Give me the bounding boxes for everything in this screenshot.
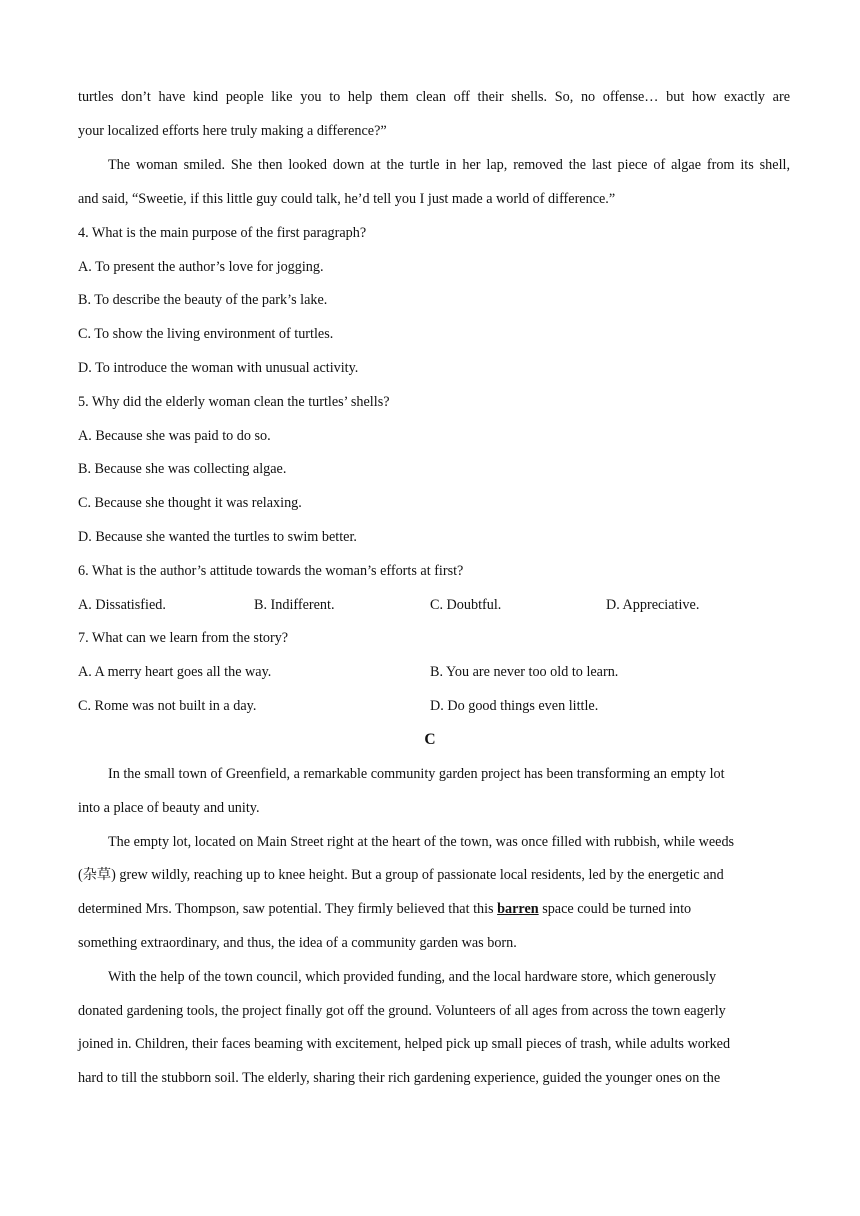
answer-option: D. Because she wanted the turtles to swim better. — [78, 529, 357, 545]
passage-line: and said, “Sweetie, if this little guy could talk, he’d tell you I just made a world of difference.” — [78, 191, 616, 207]
question-stem: 5. Why did the elderly woman clean the turtles’ shells? — [78, 394, 390, 410]
answer-option: B. Because she was collecting algae. — [78, 461, 287, 477]
answer-option: A. A merry heart goes all the way. — [78, 664, 272, 680]
answer-option: A. To present the author’s love for jogging. — [78, 259, 324, 275]
passage-text: space could be turned into — [542, 901, 692, 917]
answer-option: A. Dissatisfied. — [78, 597, 166, 613]
passage-line: your localized efforts here truly making a difference?” — [78, 123, 387, 139]
passage-line: into a place of beauty and unity. — [78, 800, 260, 816]
passage-line: donated gardening tools, the project finally got off the ground. Volunteers of all ages from across the town eagerly — [78, 1003, 726, 1019]
passage-line: With the help of the town council, which provided funding, and the local hardware store, which generously — [108, 969, 717, 985]
answer-option: D. To introduce the woman with unusual activity. — [78, 360, 359, 376]
question-stem: 4. What is the main purpose of the first paragraph? — [78, 225, 367, 241]
passage-line: turtles don’t have kind people like you to help them clean off their shells. So, no offense… but how exactly are — [78, 89, 790, 105]
passage-text: determined Mrs. Thompson, saw potential. They firmly believed that this — [78, 901, 494, 917]
passage-line — [78, 899, 790, 919]
passage-line: something extraordinary, and thus, the idea of a community garden was born. — [78, 935, 517, 951]
answer-option: B. To describe the beauty of the park’s lake. — [78, 292, 328, 308]
section-heading: C — [424, 731, 436, 748]
passage-line: The woman smiled. She then looked down at the turtle in her lap, removed the last piece of algae from its shell, — [108, 157, 790, 173]
passage-line: (杂草) grew wildly, reaching up to knee height. But a group of passionate local residents, led by the energetic and — [78, 867, 724, 883]
answer-option: C. Doubtful. — [430, 597, 502, 613]
question-stem: 7. What can we learn from the story? — [78, 630, 289, 646]
passage-line: hard to till the stubborn soil. The elderly, sharing their rich gardening experience, guided the younger ones on the — [78, 1070, 721, 1086]
answer-option: C. Because she thought it was relaxing. — [78, 495, 302, 511]
answer-option: B. Indifferent. — [254, 597, 335, 613]
answer-option: D. Appreciative. — [606, 597, 700, 613]
underlined-word: barren — [497, 901, 539, 917]
answer-option: D. Do good things even little. — [430, 698, 599, 714]
answer-option: B. You are never too old to learn. — [430, 664, 619, 680]
answer-option: C. Rome was not built in a day. — [78, 698, 257, 714]
passage-line: joined in. Children, their faces beaming with excitement, helped pick up small pieces of trash, while adults worked — [78, 1036, 731, 1052]
passage-line: The empty lot, located on Main Street right at the heart of the town, was once filled with rubbish, while weeds — [108, 834, 735, 850]
answer-option: C. To show the living environment of turtles. — [78, 326, 334, 342]
answer-option: A. Because she was paid to do so. — [78, 428, 271, 444]
passage-line: In the small town of Greenfield, a remarkable community garden project has been transforming an empty lot — [108, 766, 725, 782]
question-stem: 6. What is the author’s attitude towards the woman’s efforts at first? — [78, 563, 464, 579]
